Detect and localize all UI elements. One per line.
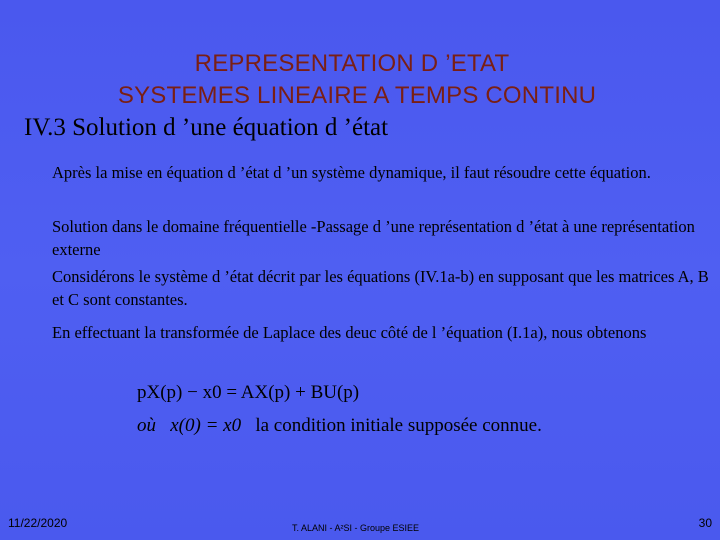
initial-condition-equation — [137, 415, 542, 437]
state-equation-laplace: pX(p) − x0 = AX(p) + BU(p) — [137, 382, 360, 403]
body-paragraph: Considérons le système d ’état décrit par les équations (IV.1a-b) en supposant que les matrices A, B et C sont constantes. — [52, 267, 709, 309]
equation-prefix: où — [137, 415, 156, 436]
page-number: 30 — [698, 516, 712, 530]
section-heading: IV.3 Solution d ’une équation d ’état — [24, 114, 389, 141]
body-paragraph: Solution dans le domaine fréquentielle -Passage d ’une représentation d ’état à une représentation externe — [52, 217, 695, 259]
footer-date: 11/22/2020 — [8, 516, 68, 530]
initial-condition-math: x(0) = x0 — [170, 415, 242, 436]
footer-author: T. ALANI - A²SI - Groupe ESIEE — [292, 523, 420, 533]
body-paragraph: En effectuant la transformée de Laplace des deuc côté de l ’équation (I.1a), nous obtenons — [52, 323, 647, 342]
slide-title-line-1: REPRESENTATION D ’ETAT — [194, 50, 510, 77]
slide-title-line-2: SYSTEMES LINEAIRE A TEMPS CONTINU — [117, 82, 597, 109]
initial-condition-text: la condition initiale supposée connue. — [255, 415, 542, 436]
body-paragraph: Après la mise en équation d ’état d ’un système dynamique, il faut résoudre cette équation. — [52, 163, 651, 182]
